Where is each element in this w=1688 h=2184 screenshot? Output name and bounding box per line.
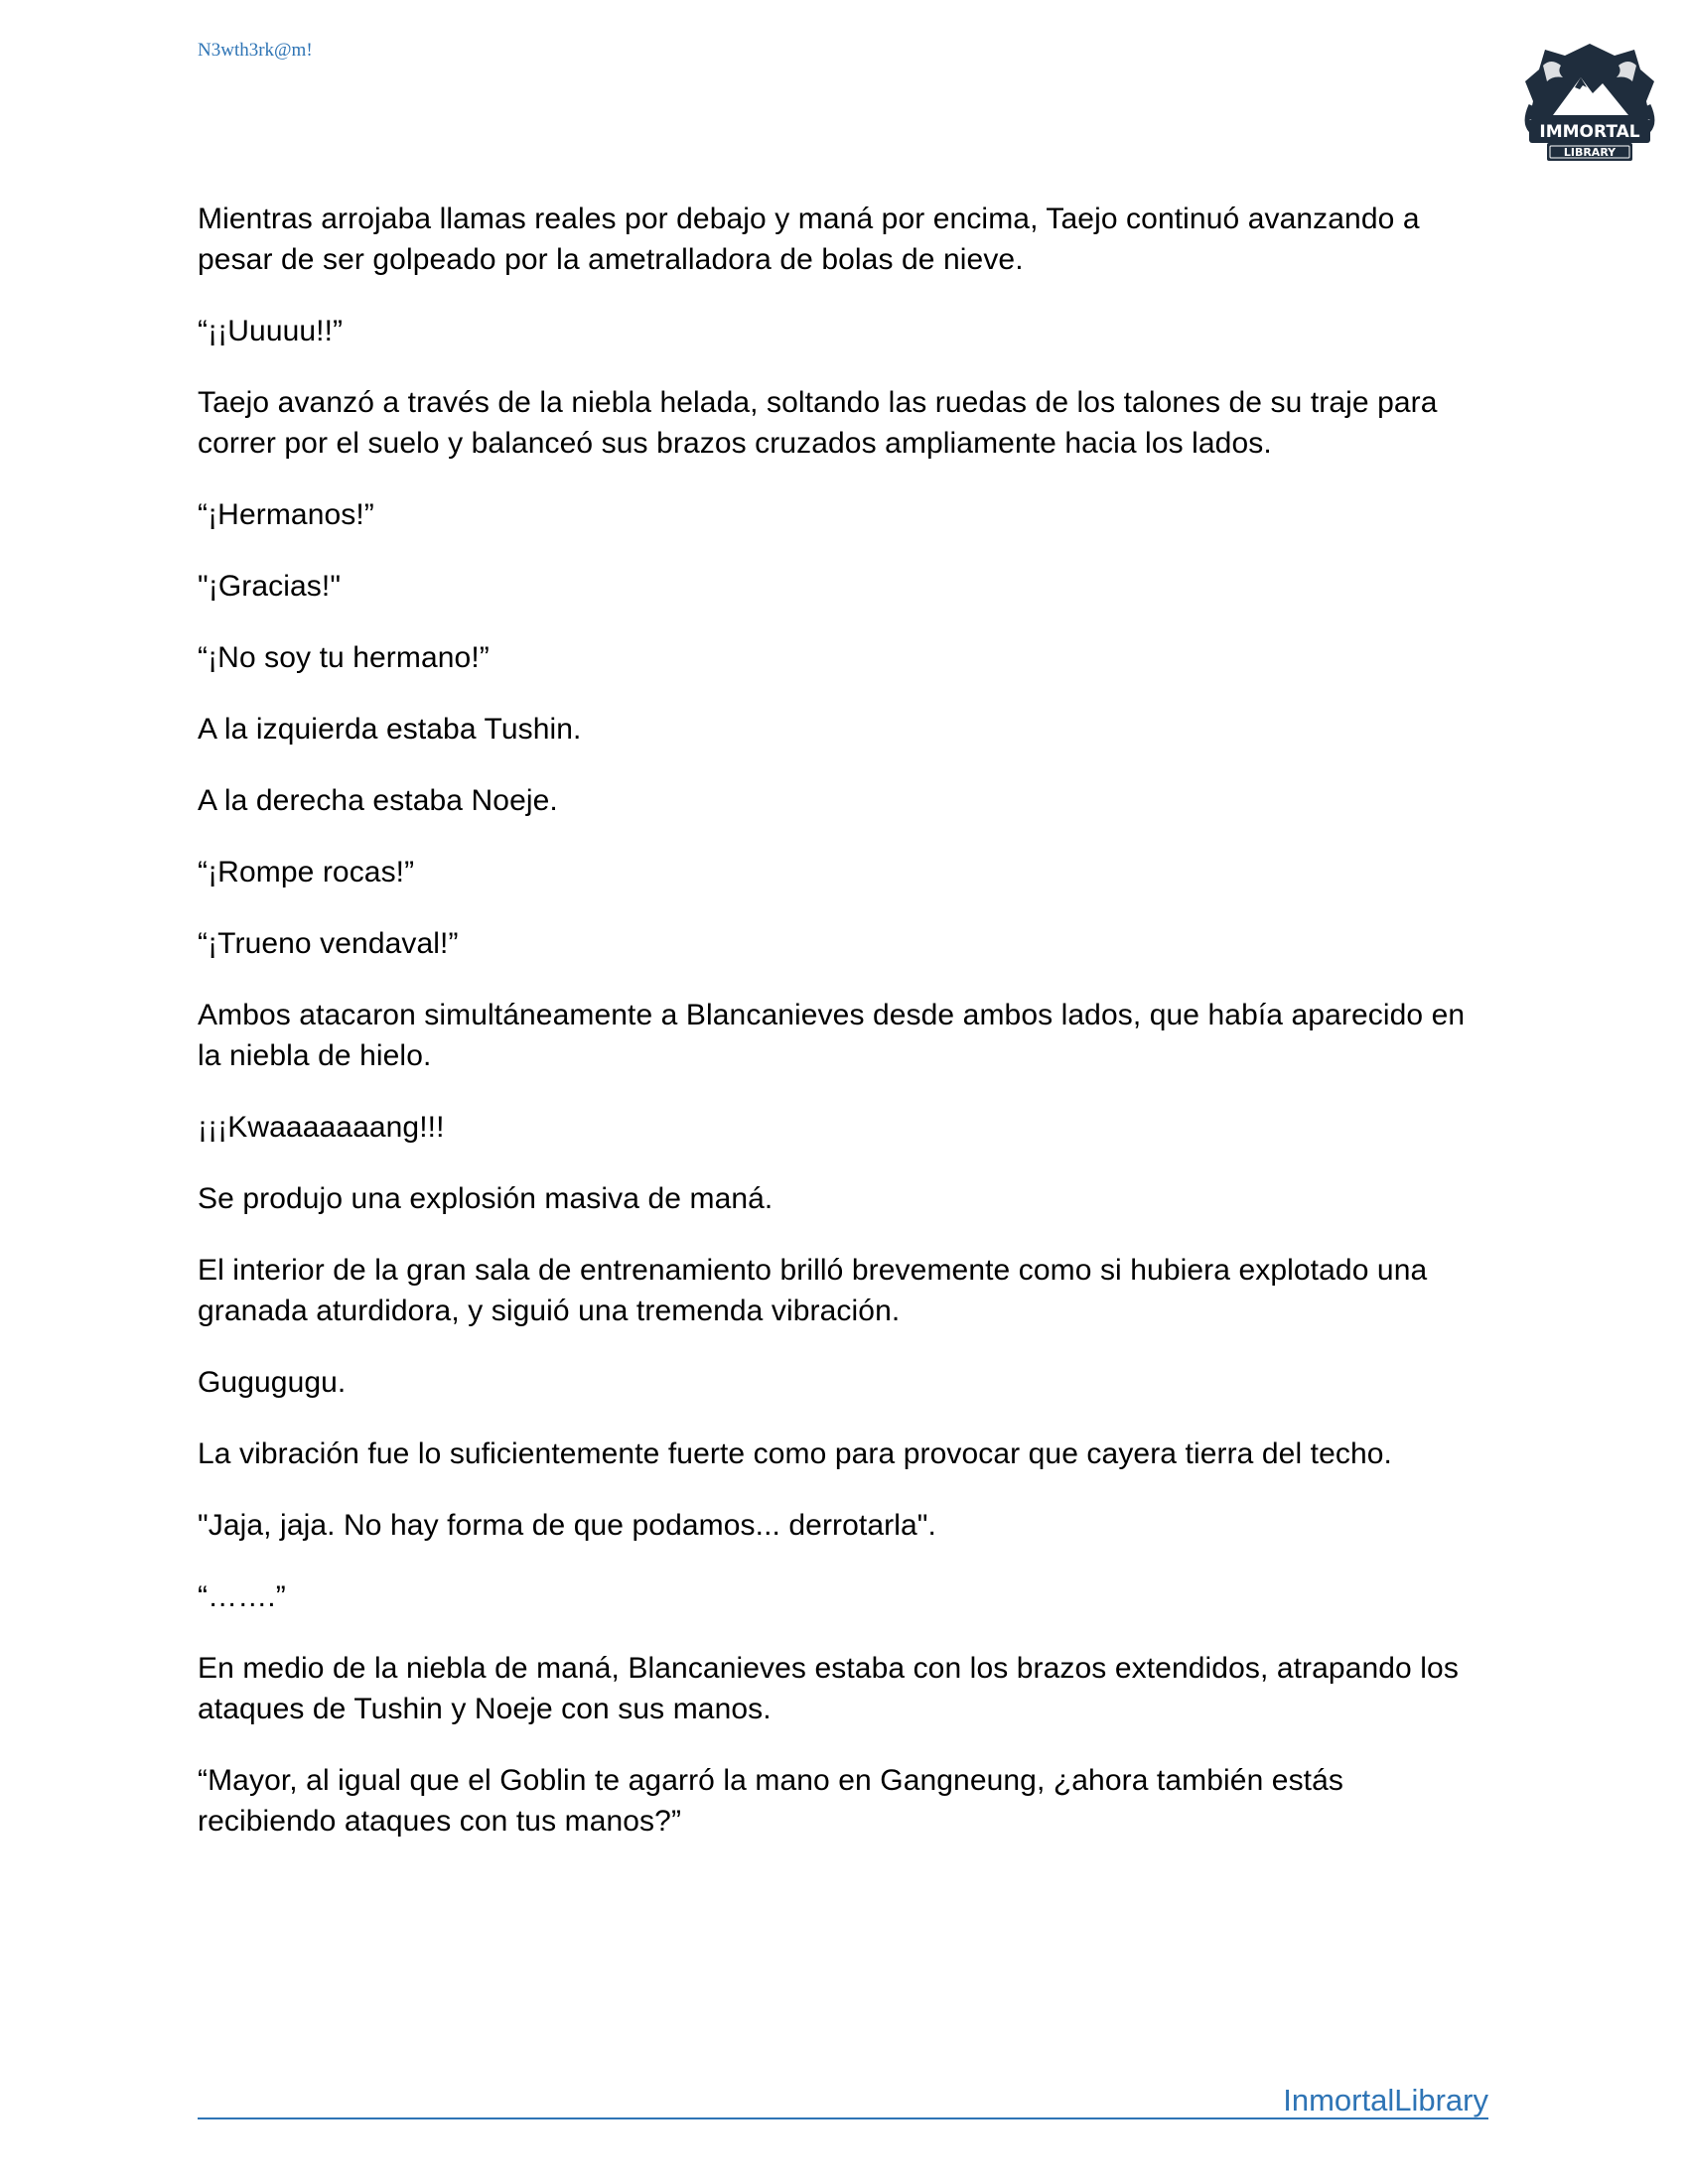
paragraph: "Jaja, jaja. No hay forma de que podamos... derrotarla". bbox=[198, 1509, 936, 1542]
paragraph: Mientras arrojaba llamas reales por debajo y maná por encima, Taejo continuó avanzando a pesar de ser golpeado por la ametralladora de bolas de nieve. bbox=[198, 203, 1420, 276]
paragraph: Taejo avanzó a través de la niebla helada, soltando las ruedas de los talones de su traje para correr por el suelo y balanceó sus brazos cruzados ampliamente hacia los lados. bbox=[198, 386, 1438, 460]
paragraph: “¡Hermanos!” bbox=[198, 498, 374, 531]
paragraph: Ambos atacaron simultáneamente a Blancanieves desde ambos lados, que había aparecido en la niebla de hielo. bbox=[198, 999, 1466, 1072]
watermark-text: N3wth3rk@m! bbox=[198, 40, 313, 61]
paragraph: “Mayor, al igual que el Goblin te agarró la mano en Gangneung, ¿ahora también estás recibiendo ataques con tus manos?” bbox=[198, 1764, 1343, 1838]
logo-line2: LIBRARY bbox=[1563, 146, 1617, 159]
paragraph: ¡¡¡Kwaaaaaaang!!! bbox=[198, 1111, 445, 1144]
paragraph: “¡Rompe rocas!” bbox=[198, 856, 415, 888]
paragraph: A la izquierda estaba Tushin. bbox=[198, 713, 582, 746]
immortal-library-logo-icon bbox=[1517, 36, 1662, 167]
paragraph: "¡Gracias!" bbox=[198, 570, 342, 603]
logo-line1: IMMORTAL bbox=[1539, 122, 1640, 142]
paragraph: La vibración fue lo suficientemente fuerte como para provocar que cayera tierra del techo. bbox=[198, 1437, 1392, 1470]
paragraph: “¡Trueno vendaval!” bbox=[198, 927, 459, 960]
paragraph: “¡No soy tu hermano!” bbox=[198, 641, 490, 674]
paragraph: “¡¡Uuuuu!!” bbox=[198, 315, 344, 347]
paragraph: En medio de la niebla de maná, Blancanieves estaba con los brazos extendidos, atrapando los ataques de Tushin y Noeje con sus manos. bbox=[198, 1652, 1459, 1725]
paragraph: Gugugugu. bbox=[198, 1366, 347, 1399]
paragraph: “…….” bbox=[198, 1580, 286, 1613]
document-body bbox=[198, 199, 1488, 1872]
paragraph: A la derecha estaba Noeje. bbox=[198, 784, 558, 817]
footer-inmortal-library-link[interactable]: InmortalLibrary bbox=[1283, 2083, 1488, 2117]
paragraph: Se produjo una explosión masiva de maná. bbox=[198, 1182, 774, 1215]
paragraph: El interior de la gran sala de entrenamiento brilló brevemente como si hubiera explotado una granada aturdidora, y siguió una tremenda vibración. bbox=[198, 1254, 1428, 1327]
